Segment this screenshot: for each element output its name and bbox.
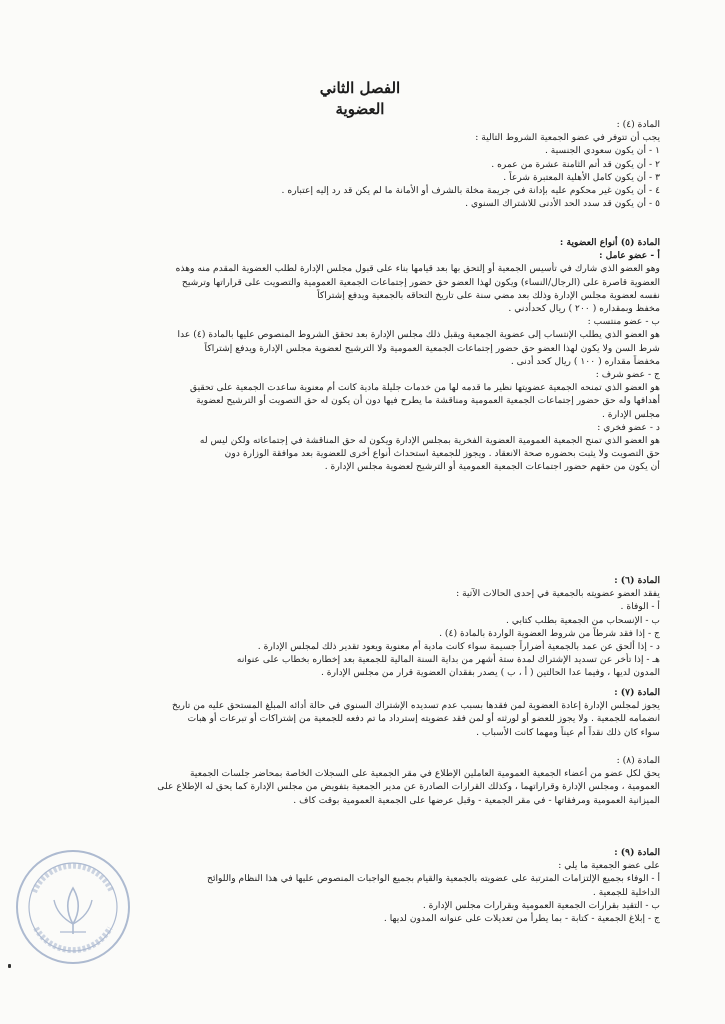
- article-4-line: يجب أن تتوفر في عضو الجمعية الشروط التالية :: [475, 132, 660, 144]
- article-6-line: أ - الوفاة .: [620, 601, 660, 613]
- article-5-head: المادة (٥) أنواع العضوية :: [559, 237, 660, 248]
- chapter-heading: [250, 78, 470, 120]
- article-5-line: العضوية قاصرة على (الرجال/النساء) ويكون لهذا العضو حق حضور إجتماعات الجمعية العمومية والتصويت على قراراتها وترشيح: [181, 276, 660, 288]
- article-8: [100, 754, 660, 807]
- article-4-head: المادة (٤) :: [616, 119, 660, 130]
- article-5-line: هو العضو الذي يطلب الإنتساب إلى عضوية الجمعية ويقبل ذلك مجلس الإدارة بعد تحقق الشروط المنصوص عليها بالمادة (٤) عدا: [177, 329, 660, 341]
- article-5-line: نفسه لعضوية مجلس الإدارة وذلك بعد مضي سنة على تاريخ التحاقه بالجمعية ويدفع إشتراكاً: [317, 289, 660, 301]
- article-4-line: ١ - أن يكون سعودي الجنسية .: [544, 145, 660, 157]
- article-6-line: د - إذا ألحق عن عمد بالجمعية أضراراً جسيمة سواء كانت مادية أم معنوية ويعود تقدير ذلك لمجلس الإدارة .: [257, 641, 660, 653]
- article-9-line: أ - الوفاء بجميع الإلتزامات المترتبة على عضويته بالجمعية والقيام بجميع الواجبات المنصوص عليها في هذا النظام واللوائح: [207, 873, 660, 885]
- chapter-title: الفصل الثاني: [319, 79, 401, 97]
- article-4: [100, 118, 660, 210]
- article-9-head: المادة (٩) :: [614, 847, 660, 858]
- article-4-line: ٣ - أن يكون كامل الأهلية المعتبرة شرعاً .: [503, 171, 660, 183]
- article-5-line: حق التصويت ولا يثبت بحضوره صحة الانعقاد . ويجوز للجمعية استحداث أنواع أخرى للعضوية بعد موافقة الوزارة دون: [224, 448, 660, 460]
- article-8-line: الميزانية العمومية ومرفقاتها - في مقر الجمعية - وقبل عرضها على الجمعية العمومية بوقت كاف .: [293, 794, 660, 806]
- article-5-line: مجلس الإدارة .: [601, 408, 660, 420]
- article-6-line: يفقد العضو عضويته بالجمعية في إحدى الحالات الآتية :: [456, 588, 660, 600]
- chapter-subtitle: العضوية: [335, 100, 385, 118]
- article-6-head: المادة (٦) :: [614, 575, 660, 586]
- article-6-line: هـ - إذا تأخر عن تسديد الإشتراك لمدة ستة أشهر من بداية السنة المالية للجمعية بعد إخطاره بخطاب على عنوانه: [236, 654, 660, 666]
- article-6-line: المدون لديها ، وفيما عدا الحالتين ( أ ، ب ) يصدر بفقدان العضوية قرار من مجلس الإدارة .: [320, 667, 660, 679]
- article-6-line: ج - إذا فقد شرطاً من شروط العضوية الواردة بالمادة (٤) .: [439, 627, 660, 639]
- page-mark: [8, 964, 11, 968]
- article-5: [100, 236, 660, 474]
- article-5-line: د - عضو فخري :: [597, 421, 660, 433]
- article-9-line: ج - إبلاغ الجمعية - كتابة - بما يطرأ من تعديلات على عنوانه المدون لديها .: [383, 913, 660, 925]
- article-9-line: على عضو الجمعية ما يلي :: [558, 860, 660, 872]
- article-5-line: ج - عضو شرف :: [595, 369, 660, 381]
- article-5-line: هو العضو الذي تمنحه الجمعية عضويتها نظير ما قدمه لها من خدمات جليلة مادية كانت أم معنوية ساعدت الجمعية على تحقيق: [189, 382, 660, 394]
- circular-seal-icon: [14, 848, 132, 966]
- article-5-line: أ - عضو عامل :: [599, 250, 660, 262]
- article-5-line: شرط السن ولا يكون لهذا العضو حق حضور إجتماعات الجمعية العمومية ولا الترشيح لعضوية مجلس الإدارة ويدفع إشتراكاً: [204, 342, 660, 354]
- article-9: [100, 846, 660, 925]
- article-4-line: ٥ - أن يكون قد سدد الحد الأدنى للاشتراك السنوي .: [465, 198, 660, 210]
- article-4-line: ٢ - أن يكون قد أتم الثامنة عشرة من عمره .: [491, 158, 660, 170]
- article-7-line: سواء كان ذلك نقداً أم عيناً ومهما كانت الأسباب .: [476, 726, 660, 738]
- article-8-line: يحق لكل عضو من أعضاء الجمعية العمومية العاملين الإطلاع في مقر الجمعية على السجلات الخاصة بمحاضر جلسات الجمعية: [190, 768, 660, 780]
- article-9-line: ب - التقيد بقرارات الجمعية العمومية وبقرارات مجلس الإدارة .: [422, 899, 660, 911]
- article-5-line: وهو العضو الذي شارك في تأسيس الجمعية أو إلتحق بها بعد قيامها بناء على قبول مجلس الإدارة لطلب العضوية المقدم منه وهذه: [175, 263, 660, 275]
- article-7: [100, 686, 660, 739]
- article-4-line: ٤ - أن يكون غير محكوم عليه بإدانة في جريمة مخلة بالشرف أو الأمانة ما لم يكن قد رد إليه إعتباره .: [281, 185, 660, 197]
- article-9-line: الداخلية للجمعية .: [592, 886, 660, 898]
- article-8-head: المادة (٨) :: [616, 755, 660, 766]
- article-5-line: مخفضاً مقداره ( ١٠٠ ) ريال كحد أدنى .: [510, 355, 660, 367]
- article-5-line: أهدافها وله حق حضور إجتماعات الجمعية العمومية ومناقشة ما يطرح فيها دون أن يكون له حق التصويت أو الترشيح لعضوية: [196, 395, 660, 407]
- article-5-line: مخفظ وبمقداره ( ٢٠٠ ) ريال كحدأدني .: [508, 303, 660, 315]
- article-5-line: هو العضو الذي تمنح الجمعية العمومية العضوية الفخرية بمجلس الإدارة ويكون له حق المناقشة في إجتماعاته ولكن ليس له: [199, 435, 660, 447]
- article-6: [100, 574, 660, 680]
- article-7-line: يجوز لمجلس الإدارة إعادة العضوية لمن فقدها بسبب عدم تسديده الإشتراك السنوي في حالة أدائه المبلغ المستحق عليه من تاريخ: [172, 700, 660, 712]
- article-5-line: ب - عضو منتسب :: [587, 316, 660, 328]
- article-6-line: ب - الإنسحاب من الجمعية بطلب كتابي .: [506, 614, 660, 626]
- article-7-head: المادة (٧) :: [614, 687, 660, 698]
- article-5-line: أن يكون من حقهم حضور اجتماعات الجمعية العمومية أو الترشيح لعضوية مجلس الإدارة .: [324, 461, 660, 473]
- article-8-line: العمومية ، ومجلس الإدارة وقراراتهما ، وكذلك القرارات الصادرة عن مدير الجمعية بتفويض من مجلس الإدارة كما يحق له الإطلاع على: [157, 781, 660, 793]
- article-7-line: انضمامه للجمعية . ولا يجوز للعضو أو لورثته أو لمن فقد عضويته إسترداد ما تم دفعه للجمعية من إشتراكات أو تبرعات أو هبات: [187, 713, 660, 725]
